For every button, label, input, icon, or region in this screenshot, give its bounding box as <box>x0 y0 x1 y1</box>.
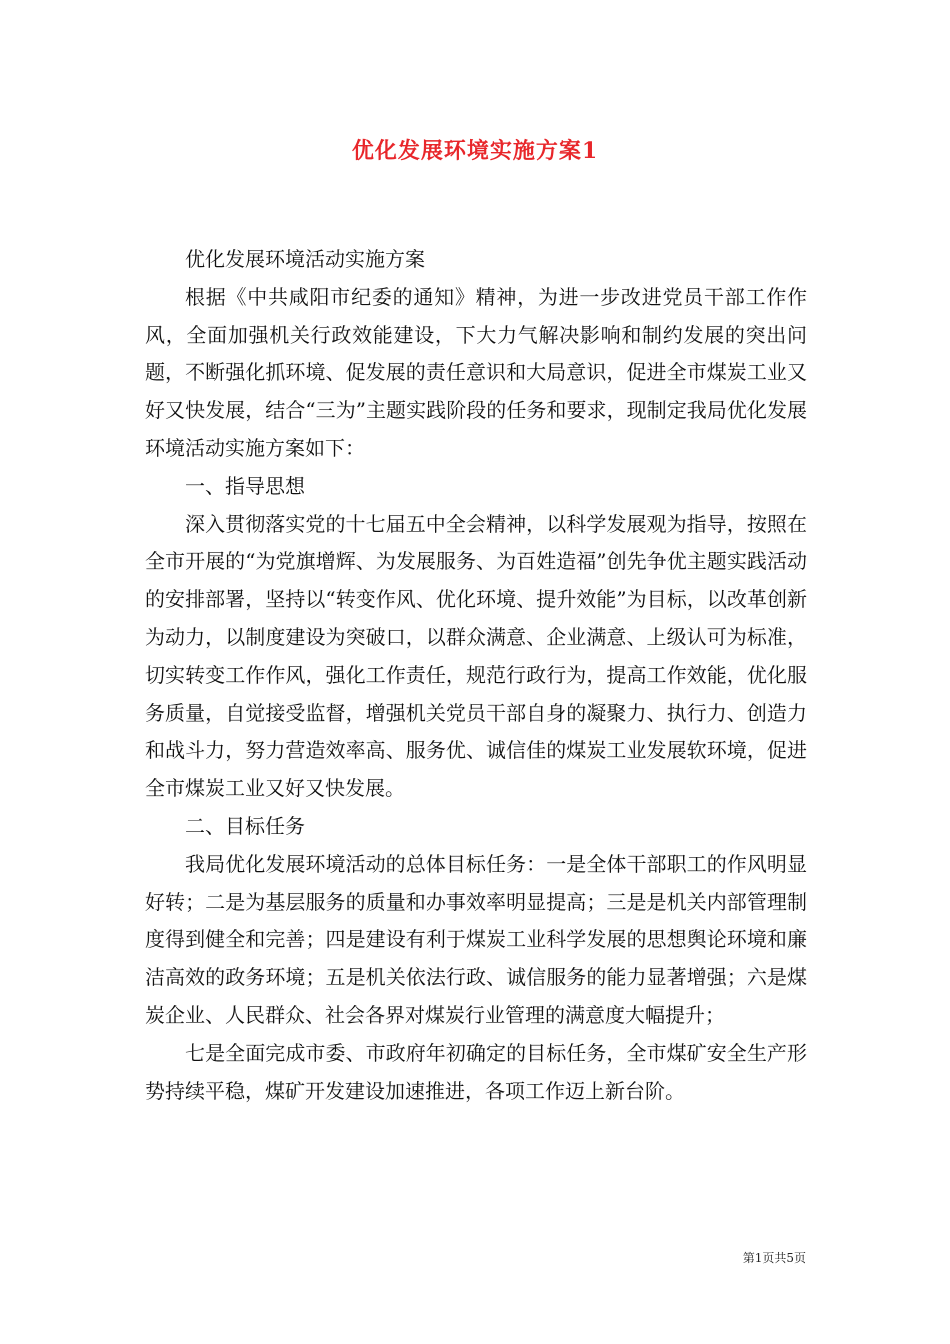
document-body <box>145 241 807 1110</box>
paragraph-goals: 我局优化发展环境活动的总体目标任务：一是全体干部职工的作风明显好转；二是为基层服务的质量和办事效率明显提高；三是是机关内部管理制度得到健全和完善；四是建设有利于煤炭工业科学发展的思想舆论环境和廉洁高效的政务环境；五是机关依法行政、诚信服务的能力显著增强；六是煤炭企业、人民群众、社会各界对煤炭行业管理的满意度大幅提升； <box>145 851 807 1027</box>
paragraph-guiding-ideology: 深入贯彻落实党的十七届五中全会精神，以科学发展观为指导，按照在全市开展的“为党旗增辉、为发展服务、为百姓造福”创先争优主题实践活动的安排部署，坚持以“转变作风、优化环境、提升效能”为目标，以改革创新为动力，以制度建设为突破口，以群众满意、企业满意、上级认可为标准，切实转变工作作风，强化工作责任，规范行政行为，提高工作效能，优化服务质量，自觉接受监督，增强机关党员干部自身的凝聚力、执行力、创造力和战斗力，努力营造效率高、服务优、诚信佳的煤炭工业发展软环境，促进全市煤炭工业又好又快发展。 <box>145 511 807 801</box>
paragraph-goals-continued: 七是全面完成市委、市政府年初确定的目标任务，全市煤矿安全生产形势持续平稳，煤矿开发建设加速推进，各项工作迈上新台阶。 <box>145 1040 807 1103</box>
paragraph-heading: 优化发展环境活动实施方案 <box>185 247 425 271</box>
page-number: 第1页共5页 <box>742 1251 806 1265</box>
section-heading-goals: 二、目标任务 <box>185 813 305 838</box>
document-title: 优化发展环境实施方案1 <box>351 138 599 164</box>
section-heading-guiding-ideology: 一、指导思想 <box>185 473 305 498</box>
paragraph-intro: 根据《中共咸阳市纪委的通知》精神，为进一步改进党员干部工作作风，全面加强机关行政效能建设，下大力气解决影响和制约发展的突出问题，不断强化抓环境、促发展的责任意识和大局意识，促进全市煤炭工业又好又快发展，结合“三为”主题实践阶段的任务和要求，现制定我局优化发展环境活动实施方案如下： <box>145 284 807 460</box>
